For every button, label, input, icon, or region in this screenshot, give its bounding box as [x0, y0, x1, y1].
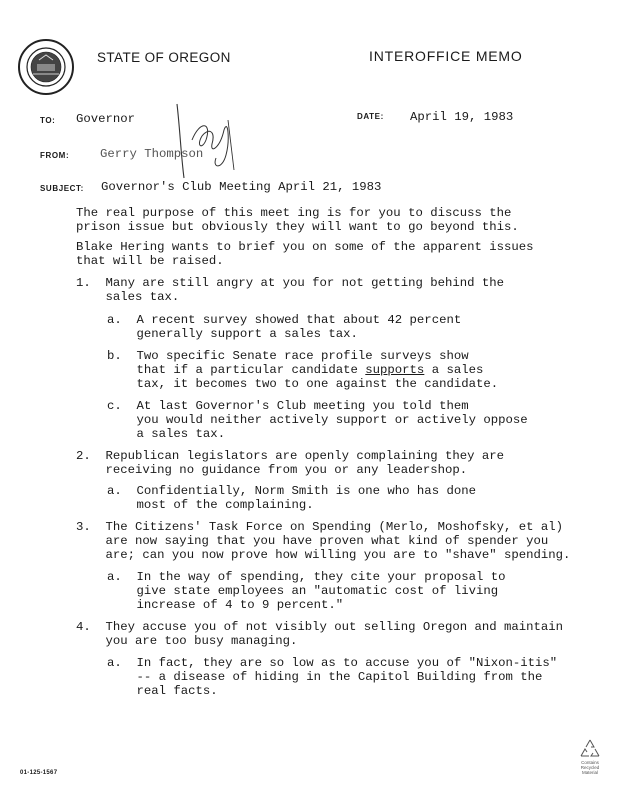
recycle-icon	[578, 738, 602, 760]
form-number: 01-125-1567	[20, 770, 58, 776]
text-line: give state employees an "automatic cost of living	[107, 584, 499, 599]
recycle-label	[577, 760, 603, 775]
item-3	[76, 520, 570, 563]
text-line: you would neither actively support or actively oppose	[107, 413, 528, 428]
text-line: 2. Republican legislators are openly complaining they are	[76, 449, 505, 463]
from-value: Gerry Thompson	[100, 147, 204, 161]
item-2a	[107, 484, 476, 512]
text-line: that will be raised.	[76, 254, 224, 269]
text-span: that if a particular candidate	[107, 363, 366, 378]
text-line: increase of 4 to 9 percent."	[107, 598, 344, 613]
text-line: 3. The Citizens' Task Force on Spending (Merlo, Moshofsky, et al)	[76, 520, 564, 534]
text-line: sales tax.	[76, 290, 180, 305]
state-title: STATE OF OREGON	[97, 50, 231, 65]
seal-text	[20, 60, 74, 61]
item-1	[76, 276, 504, 304]
item-3a	[107, 570, 505, 613]
subject-label: SUBJECT:	[40, 184, 84, 193]
text-line: a. A recent survey showed that about 42 percent	[107, 313, 462, 327]
text-line: -- a disease of hiding in the Capitol Building from the	[107, 670, 543, 685]
text-line: Recycled	[580, 765, 600, 770]
text-line: Blake Hering wants to brief you on some of the apparent issues	[76, 240, 534, 254]
text-line: 1. Many are still angry at you for not getting behind the	[76, 276, 505, 290]
text-line: most of the complaining.	[107, 498, 314, 513]
date-label: DATE:	[357, 112, 384, 121]
item-1b	[107, 349, 498, 392]
text-line: prison issue but obviously they will want to go beyond this.	[76, 220, 519, 235]
to-value: Governor	[76, 112, 136, 126]
item-2	[76, 449, 504, 477]
from-label: FROM:	[40, 151, 70, 160]
text-line: generally support a sales tax.	[107, 327, 358, 342]
text-line: a sales tax.	[107, 427, 226, 442]
text-line: receiving no guidance from you or any leadershop.	[76, 463, 468, 478]
text-line: a. Confidentially, Norm Smith is one who has done	[107, 484, 476, 498]
text-line: The real purpose of this meet ing is for you to discuss the	[76, 206, 512, 220]
underlined-word: supports	[365, 363, 425, 378]
item-1c	[107, 399, 528, 442]
text-line: real facts.	[107, 684, 218, 699]
item-4a	[107, 656, 557, 699]
date-value: April 19, 1983	[410, 110, 514, 124]
subject-value: Governor's Club Meeting April 21, 1983	[101, 180, 382, 194]
memo-type: INTEROFFICE MEMO	[369, 48, 523, 64]
text-line: tax, it becomes two to one against the candidate.	[107, 377, 499, 392]
text-line: Contains	[581, 760, 599, 765]
text-line: are now saying that you have proven what kind of spender you	[76, 534, 549, 549]
text-line: are; can you now prove how willing you are to "shave" spending.	[76, 548, 571, 563]
intro-paragraph-1	[76, 206, 519, 234]
text-line: Material	[581, 770, 598, 775]
text-line: you are too busy managing.	[76, 634, 298, 649]
text-line: 4. They accuse you of not visibly out selling Oregon and maintain	[76, 620, 564, 634]
text-line: a. In the way of spending, they cite your proposal to	[107, 570, 506, 584]
state-seal	[17, 38, 75, 96]
to-label: TO:	[40, 116, 56, 125]
text-span: a sales	[424, 363, 484, 378]
text-line: c. At last Governor's Club meeting you told them	[107, 399, 469, 413]
item-1a	[107, 313, 461, 341]
handwritten-initials	[172, 100, 242, 185]
text-line: b. Two specific Senate race profile surveys show	[107, 349, 469, 363]
text-line: a. In fact, they are so low as to accuse you of "Nixon-itis"	[107, 656, 558, 670]
intro-paragraph-2	[76, 240, 534, 268]
item-4	[76, 620, 563, 648]
text-line	[107, 363, 498, 377]
